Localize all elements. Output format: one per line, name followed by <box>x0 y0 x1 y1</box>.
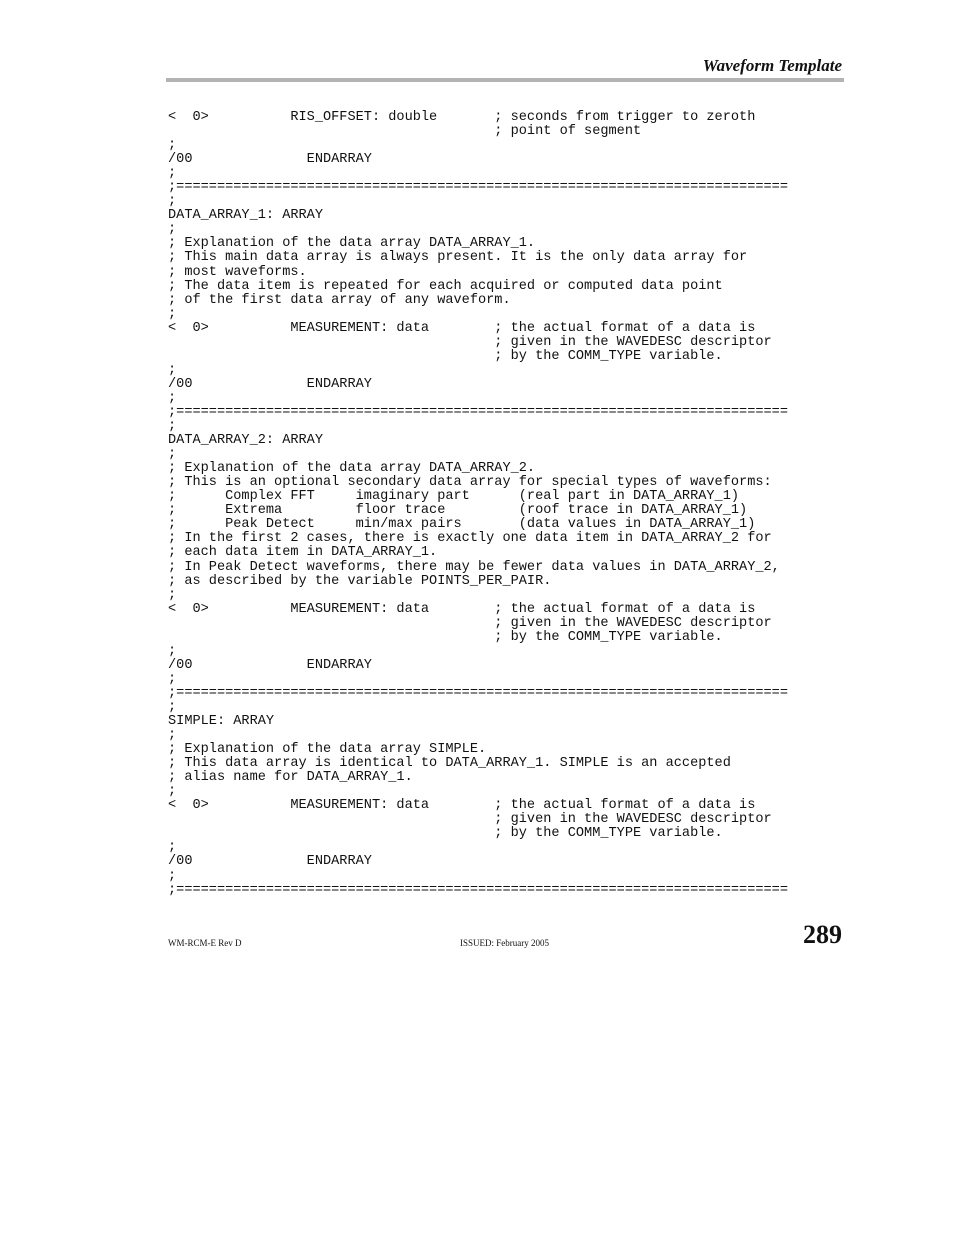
code-line: ;=========================================================================== <box>168 404 788 420</box>
code-line: ; most waveforms. <box>168 264 307 280</box>
code-line: ; <box>168 166 177 182</box>
code-line: ; <box>168 643 177 659</box>
code-line: ; point of segment <box>168 124 642 140</box>
code-line: ; by the COMM_TYPE variable. <box>168 348 723 364</box>
code-line: ; Extrema floor trace (roof trace in DATA_ARRAY_1) <box>168 503 748 519</box>
code-line: ; <box>168 784 177 800</box>
code-line: ; of the first data array of any waveform. <box>168 292 511 308</box>
code-line: ; This is an optional secondary data array for special types of waveforms: <box>168 475 772 491</box>
code-line: < 0> MEASUREMENT: data ; the actual format of a data is <box>168 320 756 336</box>
code-line: ; In the first 2 cases, there is exactly one data item in DATA_ARRAY_2 for <box>168 531 772 547</box>
code-line: ; Explanation of the data array DATA_ARRAY_1. <box>168 236 536 252</box>
code-line: ; by the COMM_TYPE variable. <box>168 629 723 645</box>
code-line: ;=========================================================================== <box>168 882 788 898</box>
code-listing <box>168 111 788 898</box>
code-line: < 0> MEASUREMENT: data ; the actual format of a data is <box>168 601 756 617</box>
page-number: 289 <box>803 920 842 949</box>
code-line: ;=========================================================================== <box>168 180 788 196</box>
code-line: ; given in the WAVEDESC descriptor <box>168 812 772 828</box>
code-line: ; <box>168 840 177 856</box>
code-line: SIMPLE: ARRAY <box>168 714 275 730</box>
code-line: ; <box>168 362 177 378</box>
code-line: ; This main data array is always present. It is the only data array for <box>168 250 748 266</box>
code-line: ; Explanation of the data array SIMPLE. <box>168 742 487 758</box>
code-line: DATA_ARRAY_2: ARRAY <box>168 433 323 449</box>
code-line: ; <box>168 447 177 463</box>
code-line: ; <box>168 306 177 322</box>
code-line: ; by the COMM_TYPE variable. <box>168 826 723 842</box>
code-line: ; <box>168 222 177 238</box>
code-line: ; as described by the variable POINTS_PER_PAIR. <box>168 573 552 589</box>
code-line: < 0> RIS_OFFSET: double ; seconds from trigger to zeroth <box>168 110 756 125</box>
code-line: ;=========================================================================== <box>168 685 788 701</box>
footer-doc-id: WM-RCM-E Rev D <box>168 938 242 948</box>
code-line: ; <box>168 868 177 884</box>
code-line: ; The data item is repeated for each acquired or computed data point <box>168 278 723 294</box>
code-line: ; given in the WAVEDESC descriptor <box>168 334 772 350</box>
header-rule <box>166 78 844 82</box>
code-line: ; <box>168 419 177 435</box>
code-line: ; <box>168 699 177 715</box>
footer-issued-date: ISSUED: February 2005 <box>460 938 549 948</box>
code-line: ; Peak Detect min/max pairs (data values in DATA_ARRAY_1) <box>168 517 756 533</box>
code-line: /00 ENDARRAY <box>168 657 372 673</box>
code-line: ; <box>168 390 177 406</box>
code-line: DATA_ARRAY_1: ARRAY <box>168 208 323 224</box>
code-line: ; <box>168 138 177 154</box>
code-line: ; given in the WAVEDESC descriptor <box>168 615 772 631</box>
code-line: ; Complex FFT imaginary part (real part in DATA_ARRAY_1) <box>168 489 740 505</box>
code-line: /00 ENDARRAY <box>168 152 372 168</box>
code-line: ; In Peak Detect waveforms, there may be fewer data values in DATA_ARRAY_2, <box>168 559 780 575</box>
code-line: ; alias name for DATA_ARRAY_1. <box>168 770 413 786</box>
code-line: ; This data array is identical to DATA_ARRAY_1. SIMPLE is an accepted <box>168 756 731 772</box>
code-line: ; <box>168 671 177 687</box>
code-line: ; <box>168 587 177 603</box>
code-line: ; each data item in DATA_ARRAY_1. <box>168 545 438 561</box>
header-title: Waveform Template <box>702 56 842 75</box>
code-line: < 0> MEASUREMENT: data ; the actual format of a data is <box>168 798 756 814</box>
code-line: ; <box>168 194 177 210</box>
code-line: /00 ENDARRAY <box>168 854 372 870</box>
code-line: ; <box>168 728 177 744</box>
code-line: ; Explanation of the data array DATA_ARRAY_2. <box>168 461 536 477</box>
code-line: /00 ENDARRAY <box>168 376 372 392</box>
